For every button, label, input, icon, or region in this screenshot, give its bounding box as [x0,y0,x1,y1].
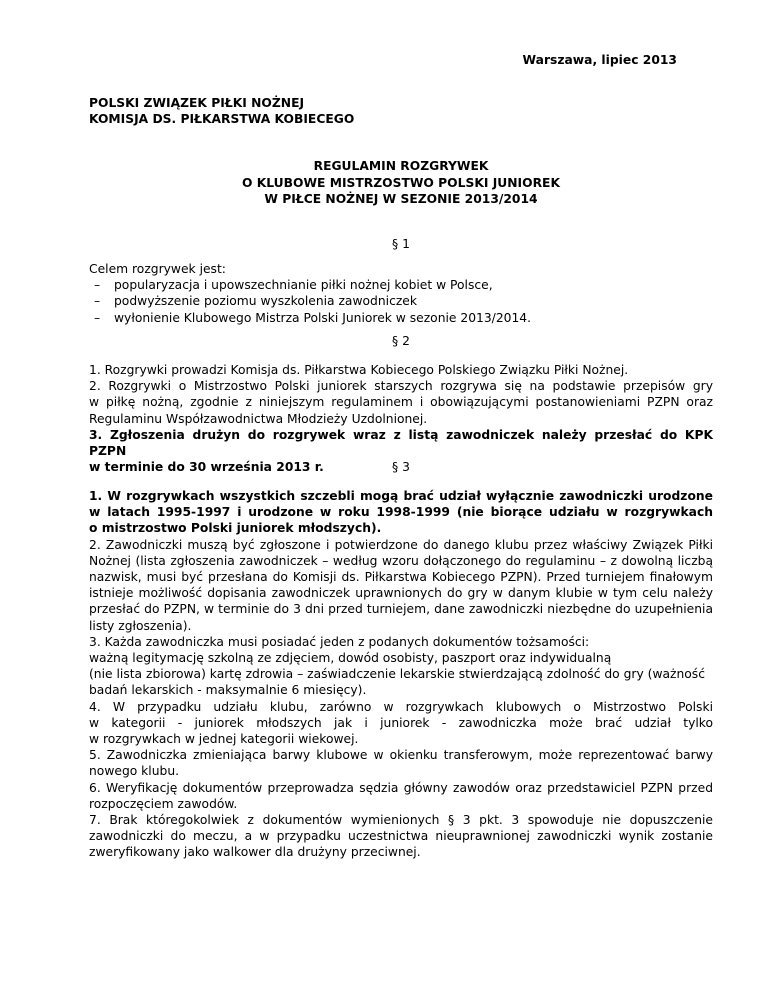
paragraph-line: listy zgłoszenia). [89,618,192,633]
title-line: O KLUBOWE MISTRZOSTWO POLSKI JUNIOREK [242,175,560,190]
paragraph-line: Nożnej (lista zgłoszenia zawodniczek – według wzoru dołączonego do regulaminu – z dowolną liczbą [89,553,713,568]
paragraph-line: 3. Zgłoszenia drużyn do rozgrywek wraz z listą zawodniczek należy przesłać do KPK PZPN [89,427,713,459]
paragraph-line: przesłać do PZPN, w terminie do 3 dni przed turniejem, dane zawodniczki niezbędne do uzupełnienia [89,602,713,617]
section-1-heading: § 1 [392,237,410,251]
paragraph-line: badań lekarskich - maksymalnie 6 miesięcy). [89,683,367,698]
paragraph-line: Regulaminu Współzawodnictwa Młodzieży Uzdolnionej. [89,411,428,426]
list-item: – wyłonienie Klubowego Mistrza Polski Juniorek w sezonie 2013/2014. [89,310,713,326]
paragraph-line: istnieje możliwość dopisania zawodniczek uprawnionych do gry w danym klubie w tym celu należy [89,586,713,601]
section-3 [89,488,713,861]
section-2-heading: § 2 [392,334,410,348]
paragraph-line: ważną legitymację szkolną ze zdjęciem, dowód osobisty, paszport oraz indywidualną [89,651,612,666]
paragraph-line: 7. Brak któregokolwiek z dokumentów wymienionych § 3 pkt. 3 spowoduje nie dopuszczenie [89,813,713,828]
document-date: Warszawa, lipiec 2013 [522,53,677,67]
section-3-heading: § 3 [392,460,410,474]
paragraph-line: zawodniczki do meczu, a w przypadku uczestnictwa nieuprawnionej zawodniczki wynik zostanie [89,829,713,844]
title-line: REGULAMIN ROZGRYWEK [313,159,489,173]
paragraph-line: w kategorii - juniorek młodszych jak i juniorek - zawodniczka może brać udział tylko [89,715,713,730]
paragraph-line: w latach 1995-1997 i urodzone w roku 1998-1999 (nie biorące udziału w rozgrywkach [89,505,713,520]
paragraph-line: (nie lista zbiorowa) kartę zdrowia – zaświadczenie lekarskie stwierdzającą zdolność do gry (ważność [89,667,705,682]
paragraph-line: 3. Każda zawodniczka musi posiadać jeden z podanych dokumentów tożsamości: [89,634,590,649]
paragraph-line: 1. W rozgrywkach wszystkich szczebli mogą brać udział wyłącznie zawodniczki urodzone [89,489,713,503]
commission-name: KOMISJA DS. PIŁKARSTWA KOBIECEGO [89,112,355,126]
paragraph: 1. Rozgrywki prowadzi Komisja ds. Piłkarstwa Kobiecego Polskiego Związku Piłki Nożnej. [89,363,629,377]
organization-header [89,95,713,127]
paragraph-line: rozpoczęciem zawodów. [89,796,238,811]
list-item: – podwyższenie poziomu wyszkolenia zawodniczek [89,293,713,309]
goals-list [89,277,713,326]
paragraph-line: w piłkę nożną, zgodnie z niniejszym regulaminem i obowiązującymi postanowieniami PZPN oraz [89,395,713,410]
paragraph-line: o mistrzostwo Polski juniorek młodszych). [89,521,382,536]
paragraph-line: nowego klubu. [89,764,180,779]
paragraph-line: 6. Weryfikację dokumentów przeprowadza sędzia główny zawodów oraz przedstawiciel PZPN przed [89,780,713,795]
section-1 [89,261,713,326]
paragraph-line: zweryfikowany jako walkower dla drużyny przeciwnej. [89,845,421,860]
section-1-intro: Celem rozgrywek jest: [89,262,226,276]
paragraph-line: 2. Zawodniczki muszą być zgłoszone i potwierdzone do danego klubu przez właściwy Związek Piłki [89,537,713,552]
document-title [89,158,713,208]
paragraph-line: w terminie do 30 września 2013 r. [89,460,324,475]
paragraph-line: nazwisk, musi być przesłana do Komisji ds. Piłkarstwa Kobiecego PZPN). Przed turniejem finałowym [89,570,713,585]
list-item: – popularyzacja i upowszechnianie piłki nożnej kobiet w Polsce, [89,277,713,293]
org-name: POLSKI ZWIĄZEK PIŁKI NOŻNEJ [89,96,305,110]
paragraph-line: 4. W przypadku udziału klubu, zarówno w rozgrywkach klubowych o Mistrzostwo Polski [89,699,713,714]
paragraph-line: 2. Rozgrywki o Mistrzostwo Polski juniorek starszych rozgrywa się na podstawie przepisów gry [89,379,713,394]
title-line: W PIŁCE NOŻNEJ W SEZONIE 2013/2014 [264,192,538,206]
paragraph-line: 5. Zawodniczka zmieniająca barwy klubowe w okienku transferowym, może reprezentować barwy [89,748,713,763]
paragraph-line: w rozgrywkach w jednej kategorii wiekowej. [89,732,359,747]
